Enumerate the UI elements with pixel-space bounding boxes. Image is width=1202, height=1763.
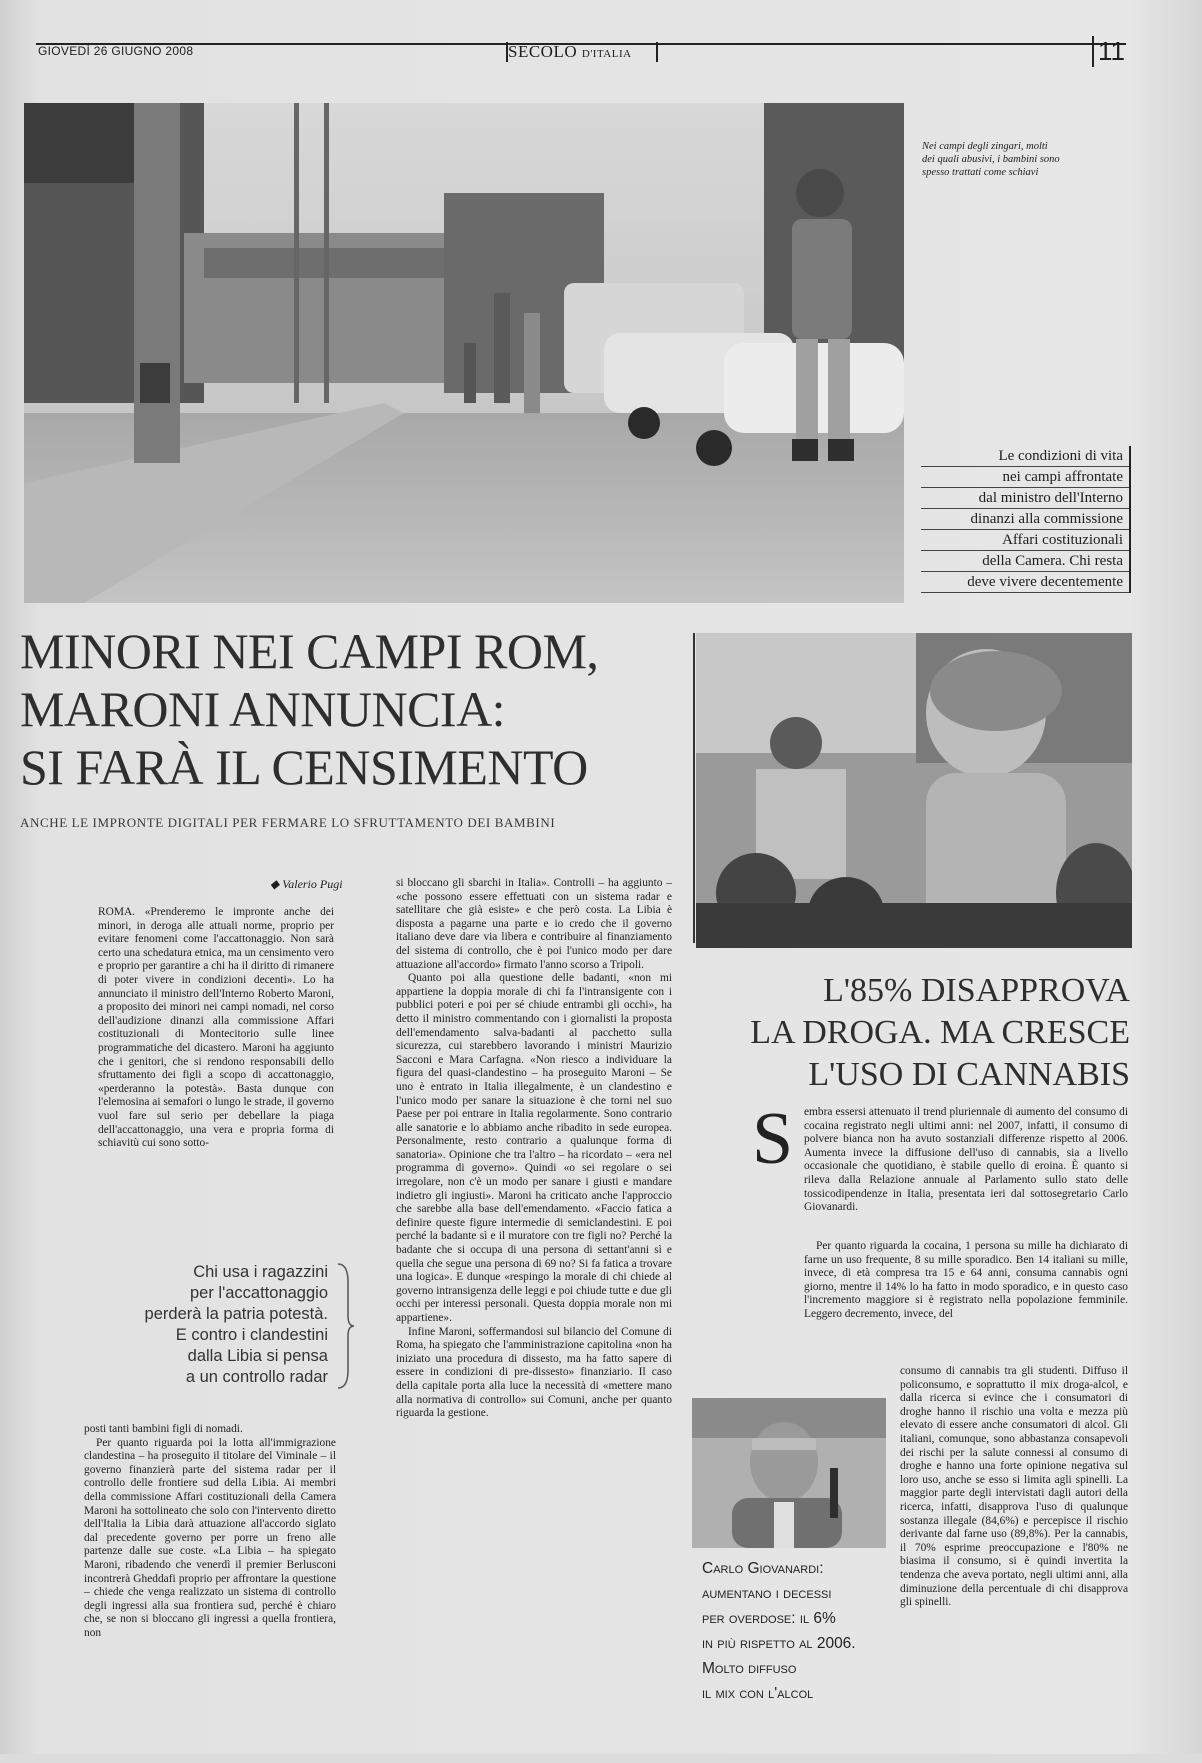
- caption-line: Affari costituzionali: [921, 530, 1129, 551]
- caption-line: deve vivere decentemente: [921, 572, 1129, 593]
- photo-giovanardi: [692, 1398, 886, 1548]
- page-number: 11: [1092, 36, 1125, 67]
- paragraph: Per quanto riguarda poi la lotta all'immigrazione clandestina – ha proseguito il titolare del Viminale – il governo finanzierà parte del sistema radar per il controllo delle frontiere sud della Libia. Ai membri della commissione Affari costituzionali della Camera Maroni ha sottolineato che solo con l'intervento diretto dell'Italia la Libia darà attuazione all'accordo siglato dal precedente governo per porre un freno alle partenze dalle sue coste. «La Libia – ha spiegato Maroni, ribadendo che venerdì il premier Berlusconi incontrerà Gheddafi proprio per affrontare la questione – chiede che venga realizzato un sistema di controllo degli ingressi alla sua frontiera sud, perché è chiaro che, se non si bloccano gli ingressi a quella frontiera, non: [84, 1436, 336, 1639]
- column-rule: [693, 633, 695, 943]
- quote-line: a un controllo radar: [185, 1368, 328, 1386]
- article-column: [84, 1423, 336, 1641]
- article-byline: ◆ Valerio Pugi: [270, 877, 343, 891]
- header-date: GIOVEDÌ 26 GIUGNO 2008: [38, 44, 194, 58]
- caption-line: nei campi affrontate: [921, 467, 1129, 488]
- paragraph: si bloccano gli sbarchi in Italia». Controlli – ha aggiunto – «che possono essere effettuati con un sistema radar e satellitare che già esiste» e che però costa. La Libia è disposta a pagarne una parte e io credo che il governo italiano deve dare via libera e contribuire al finanziamento del sistema di controllo, che è poi l'unico modo per dare attuazione all'accordo» firmato l'anno scorso a Tripoli.: [396, 877, 672, 971]
- paragraph: embra essersi attenuato il trend pluriennale di aumento del consumo di cocaina registrato negli ultimi anni: nel 2007, infatti, il consumo di polvere bianca non ha avuto sostanziali differenze rispetto al 2006. Aumenta invece la diffusione dell'uso di cannabis, sia a livello occasionale che quotidiano, è stabile quello di eroina. È quanto si rileva dalla Relazione annuale al Parlamento sullo stato delle tossicodipendenze in Italia, presentata ieri dal sottosegretario Carlo Giovanardi.: [804, 1106, 1128, 1214]
- caption-line: Le condizioni di vita: [921, 446, 1129, 467]
- quote-line: dalla Libia si pensa: [187, 1347, 328, 1365]
- paragraph: posti tanti bambini figli di nomadi.: [84, 1423, 243, 1435]
- quote-line: perderà la patria potestà.: [144, 1305, 328, 1323]
- header-divider: [656, 42, 658, 62]
- newspaper-name: SECOLO: [508, 42, 578, 61]
- newspaper-title: [508, 42, 632, 62]
- article-subheadline: ANCHE LE IMPRONTE DIGITALI PER FERMARE LO SFRUTTAMENTO DEI BAMBINI: [20, 815, 556, 830]
- headline-line: L'USO DI CANNABIS: [808, 1056, 1130, 1093]
- paragraph: ROMA. «Prenderemo le impronte anche dei minori, in deroga alle attuali norme, proprio per evitare fenomeni come l'accattonaggio. Non sarà certo una schedatura etnica, ma un censimento vero e proprio per garantire a chi ha il diritto di rimanere di poter vivere in condizioni decenti». Lo ha annunciato il ministro dell'Interno Roberto Maroni, a proposito dei minori nei campi nomadi, nel corso dell'audizione dinanzi alla commissione Affari costituzionali di Montecitorio sulle linee programmatiche del dicastero. Maroni ha aggiunto che i genitori, che si rendono responsabili dello sfruttamento dei figli a scopo di accattonaggio, «perderanno la potestà». Basta dunque con l'elemosina ai semafori o lungo le strade, il governo vuol fare sul serio per debellare la piaga dell'accattonaggio, una vera e propria forma di schiavitù cui sono sotto-: [98, 906, 334, 1150]
- quote-line: Chi usa i ragazzini: [193, 1263, 328, 1281]
- photo-caption-giovanardi: [702, 1556, 886, 1706]
- article-column: [804, 1240, 1128, 1364]
- quote-line: per l'accattonaggio: [190, 1284, 328, 1302]
- caption-line: Carlo Giovanardi:: [702, 1560, 824, 1577]
- article-column: [900, 1365, 1128, 1745]
- photo-crowd: [696, 633, 1132, 948]
- headline-line: LA DROGA. MA CRESCE: [750, 1014, 1130, 1051]
- article-headline: [706, 970, 1130, 1096]
- caption-line: della Camera. Chi resta: [921, 551, 1129, 572]
- photo-caption-box: [921, 446, 1131, 593]
- newspaper-suffix: D'ITALIA: [581, 48, 632, 60]
- photo-caption-italic: Nei campi degli zingari, molti dei quali abusivi, i bambini sono spesso trattati come schiavi: [922, 141, 1060, 178]
- paragraph: Per quanto riguarda la cocaina, 1 persona su mille ha dichiarato di farne un uso frequente, 8 su mille sporadico. Ben 14 italiani su mille, invece, di età compresa tra 15 e 64 anni, consuma cannabis ogni giorno, mentre il 14% lo ha fatto in modo sporadico, e in questo caso l'incremento maggiore si è registrato nella popolazione femminile. Leggero decremento, invece, del: [804, 1240, 1128, 1320]
- caption-line: dal ministro dell'Interno: [921, 488, 1129, 509]
- headline-line: SI FARÀ IL CENSIMENTO: [20, 739, 588, 795]
- caption-line: dinanzi alla commissione: [921, 509, 1129, 530]
- headline-line: MARONI ANNUNCIA:: [20, 681, 506, 737]
- headline-line: L'85% DISAPPROVA: [823, 972, 1130, 1009]
- headline-line: MINORI NEI CAMPI ROM,: [20, 623, 599, 679]
- quote-line: E contro i clandestini: [175, 1326, 328, 1344]
- article-column: [804, 1106, 1128, 1238]
- article-headline: [20, 622, 680, 796]
- caption-line: per overdose: il 6%: [702, 1610, 836, 1627]
- pull-quote: [120, 1262, 328, 1388]
- paragraph: Quanto poi alla questione delle badanti, «non mi appartiene la doppia morale di chi fa l'intransigente con i pubblici poteri e poi per sé chiude entrambi gli occhi», ha detto il ministro commentando con i giornalisti la proposta dell'emendamento salva-badanti al pacchetto sulla sicurezza, cui starebbero lavorando i ministri Maurizio Sacconi e Mara Carfagna. «Non riesco a individuare la figura del quasi-clandestino – ha proseguito Maroni – Se uno è entrato in Italia illegalmente, è un clandestino e l'unico modo per sanare la situazione è che torni nel suo Paese per poi entrare in Italia regolarmente. Sono contrario alle sanatorie e lo abbiamo anche ribadito in sede europea. Personalmente, resto contrario a qualunque forma di sanatoria». Opinione che tra l'altro – ha ricordato – «era nel programma di governo». Quindi «o sei regolare o sei irregolare, non c'è un modo per sanare i giusti e mandare indietro gli ingiusti». Maroni ha criticato anche l'approccio che sarebbe alla base dell'emendamento. «Faccio fatica a definire queste figure intermedie di semiclandestini. E poi perché la badante sì e il muratore con tre figli no? Perché la badante che si occupa di una persona di settant'anni sì e quella che segue una persona di 69 no? Si fa fatica a trovare una logica». E dunque «respingo la morale di chi chiede al governo intransigenza delle leggi e poi chiude tutte e due gli occhi per interessi personali. Questa doppia morale non mi appartiene».: [396, 972, 672, 1324]
- caption-line: il mix con l'alcol: [702, 1685, 814, 1702]
- article-column: [98, 906, 334, 1151]
- caption-line: in più rispetto al 2006.: [702, 1635, 856, 1652]
- caption-line: Molto diffuso: [702, 1660, 797, 1677]
- paragraph: consumo di cannabis tra gli studenti. Diffuso il policonsumo, e soprattutto il mix droga-alcol, e dalla ricerca si evince che i consumatori di droghe hanno il rischio una volta e mezza più elevato di essere anche consumatori di alcol. Gli italiani, comunque, sono abbastanza consapevoli dei rischi per la salute connessi al consumo di droghe e hanno una forte opinione negativa sul loro uso, anche se esso si limita agli spinelli. La maggior parte degli intervistati dagli autori della ricerca, infatti, disapprova l'uso di qualunque sostanza illegale (84,6%) e percepisce il rischio derivante dal farne uso (89,8%). Per la cannabis, il 70% esprime preoccupazione e l'80% ne biasima il consumo, si è quindi invertita la tendenza che aveva portato, negli ultimi anni, alla diminuzione della percentuale di chi disapprova gli spinelli.: [900, 1365, 1128, 1609]
- photo-camp-street: [24, 103, 904, 603]
- paragraph: Infine Maroni, soffermandosi sul bilancio del Comune di Roma, ha spiegato che l'amministrazione capitolina «non ha iniziato una procedura di dissesto, ma ha fatto sapere di essere in condizioni di pre-dissesto» finanziario. Il caso della capitale porta alla luce la necessità di «mettere mano alla normativa di controllo» sui Comuni, anche per quanto riguarda la gestione.: [396, 1325, 672, 1420]
- quote-bracket: [336, 1262, 356, 1390]
- article-column: [396, 877, 672, 1421]
- caption-line: aumentano i decessi: [702, 1585, 832, 1602]
- drop-cap: S: [752, 1098, 794, 1180]
